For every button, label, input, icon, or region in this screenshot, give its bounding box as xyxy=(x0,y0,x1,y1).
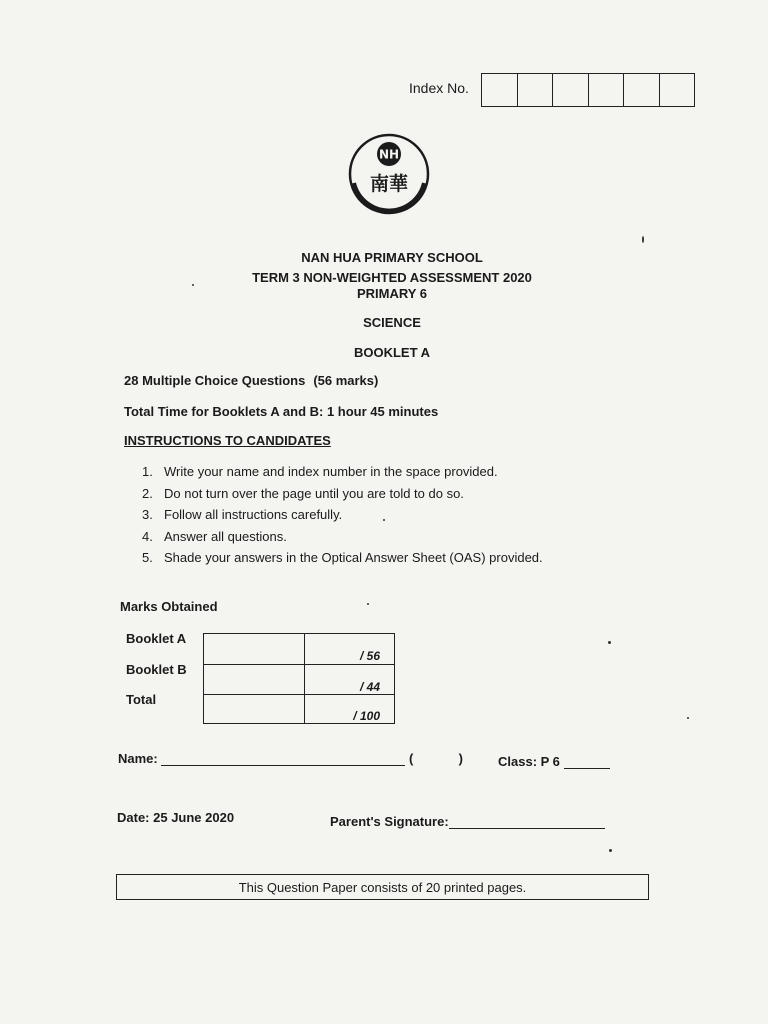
signature-label: Parent's Signature: xyxy=(330,814,449,829)
scan-speck xyxy=(642,236,644,243)
booklet-title: BOOKLET A xyxy=(353,345,431,360)
booklet-a-total: / 56 xyxy=(359,649,380,663)
index-digit-box[interactable] xyxy=(660,74,695,106)
index-digit-box[interactable] xyxy=(589,74,625,106)
class-label: Class: P 6 xyxy=(498,754,560,769)
logo-chinese-name: 南華 xyxy=(369,173,409,195)
signature-field[interactable] xyxy=(449,814,605,829)
booklet-b-total: / 44 xyxy=(359,680,380,694)
signature-row xyxy=(330,814,605,829)
instruction-item: 2. Do not turn over the page until you are told to do so. xyxy=(142,485,464,501)
total-score-cell[interactable] xyxy=(204,694,304,724)
booklet-b-score-cell[interactable] xyxy=(204,664,304,694)
index-digit-box[interactable] xyxy=(553,74,589,106)
class-field[interactable] xyxy=(564,754,610,769)
mcq-info xyxy=(124,373,378,388)
marks-table xyxy=(203,633,395,724)
logo-initials: NH xyxy=(378,147,400,162)
scan-speck xyxy=(608,641,611,644)
instruction-item: 3. Follow all instructions carefully. xyxy=(142,507,343,522)
school-logo-icon xyxy=(348,133,430,215)
scan-speck xyxy=(609,849,612,852)
scan-speck xyxy=(687,717,689,719)
mcq-marks: (56 marks) xyxy=(313,373,379,388)
level-title: PRIMARY 6 xyxy=(356,286,428,301)
name-row xyxy=(118,751,463,766)
page-count-note: This Question Paper consists of 20 printed pages. xyxy=(116,874,649,900)
subject-title: SCIENCE xyxy=(363,315,421,330)
total-label: Total xyxy=(126,692,157,707)
assessment-title: TERM 3 NON-WEIGHTED ASSESSMENT 2020 xyxy=(252,270,532,285)
time-info: Total Time for Booklets A and B: 1 hour 45 minutes xyxy=(124,404,439,419)
class-row xyxy=(498,754,610,769)
instruction-item: 4. Answer all questions. xyxy=(142,528,287,544)
grand-total: / 100 xyxy=(353,709,380,723)
mcq-count: 28 Multiple Choice Questions xyxy=(124,373,306,388)
index-digit-box[interactable] xyxy=(518,74,554,106)
booklet-b-label: Booklet B xyxy=(126,662,187,677)
name-field[interactable] xyxy=(161,751,405,766)
scan-speck xyxy=(383,519,385,521)
scan-speck xyxy=(192,284,194,286)
index-number-label: Index No. xyxy=(409,80,469,96)
instructions-list xyxy=(142,464,543,572)
school-name: NAN HUA PRIMARY SCHOOL xyxy=(301,250,483,265)
booklet-a-score-cell[interactable] xyxy=(204,634,304,664)
instruction-item: 5. Shade your answers in the Optical Answer Sheet (OAS) provided. xyxy=(142,550,543,565)
instructions-heading: INSTRUCTIONS TO CANDIDATES xyxy=(124,433,331,448)
register-paren-open: ( xyxy=(409,751,414,766)
instruction-item: 1. Write your name and index number in the space provided. xyxy=(142,464,498,479)
marks-heading: Marks Obtained xyxy=(120,599,218,614)
index-digit-box[interactable] xyxy=(624,74,660,106)
index-digit-box[interactable] xyxy=(482,74,518,106)
index-number-boxes[interactable] xyxy=(481,73,695,107)
register-paren-close: ) xyxy=(458,751,463,766)
name-label: Name: xyxy=(118,751,158,766)
booklet-a-label: Booklet A xyxy=(126,631,187,646)
scan-speck xyxy=(367,603,369,605)
exam-date: Date: 25 June 2020 xyxy=(117,810,235,825)
